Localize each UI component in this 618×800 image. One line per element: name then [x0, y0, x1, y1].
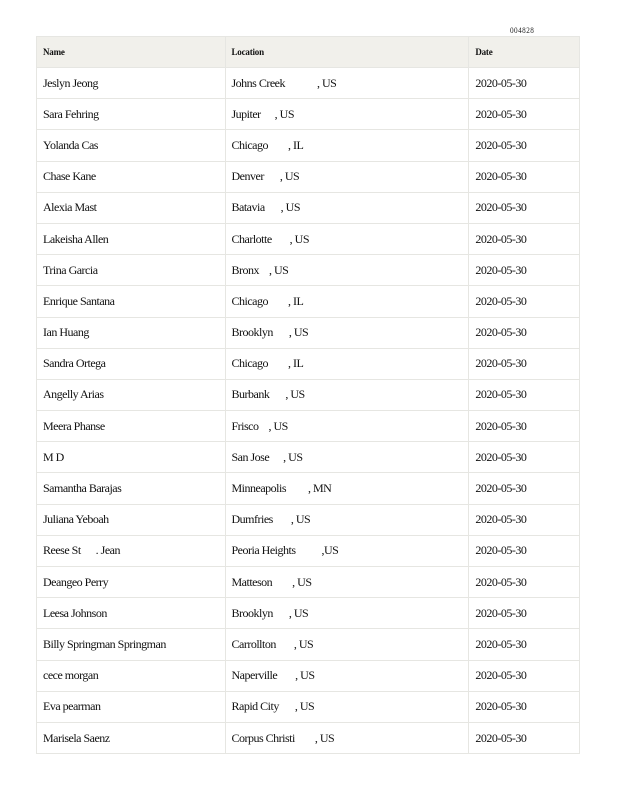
table-row	[37, 473, 580, 504]
location-city: Brooklyn	[231, 605, 273, 620]
cell-location	[225, 442, 469, 473]
cell-name: Marisela Saenz	[37, 722, 226, 753]
cell-name: Ian Huang	[37, 317, 226, 348]
cell-location	[225, 379, 469, 410]
table-row	[37, 68, 580, 99]
location-region: , US	[285, 387, 305, 402]
cell-name: Sara Fehring	[37, 99, 226, 130]
location-city: Chicago	[231, 137, 268, 152]
location-region: , US	[292, 574, 312, 589]
location-region: , MN	[308, 481, 332, 496]
cell-name: Juliana Yeboah	[37, 504, 226, 535]
page-number: 004828	[510, 26, 535, 35]
location-region: , IL	[288, 137, 304, 152]
location-city: Chicago	[231, 356, 268, 371]
table-row	[37, 411, 580, 442]
cell-date: 2020-05-30	[469, 286, 580, 317]
cell-location	[225, 535, 469, 566]
cell-name: cece morgan	[37, 660, 226, 691]
cell-location	[225, 691, 469, 722]
cell-date: 2020-05-30	[469, 161, 580, 192]
location-region: , US	[317, 75, 337, 90]
cell-name: Samantha Barajas	[37, 473, 226, 504]
location-region: , US	[288, 605, 309, 620]
location-city: Jupiter	[231, 106, 261, 121]
cell-date: 2020-05-30	[469, 504, 580, 535]
cell-date: 2020-05-30	[469, 442, 580, 473]
cell-date: 2020-05-30	[469, 192, 580, 223]
cell-location	[225, 68, 469, 99]
registrations-table	[36, 36, 580, 754]
table-row	[37, 535, 580, 566]
table-row	[37, 161, 580, 192]
location-region: , US	[294, 699, 315, 714]
cell-name: M D	[37, 442, 226, 473]
location-region: , US	[280, 200, 300, 215]
location-city: Charlotte	[231, 231, 272, 246]
table-row	[37, 286, 580, 317]
cell-date: 2020-05-30	[469, 130, 580, 161]
cell-date: 2020-05-30	[469, 629, 580, 660]
cell-name: Lakeisha Allen	[37, 223, 226, 254]
cell-name: Billy Springman Springman	[37, 629, 226, 660]
table-row	[37, 317, 580, 348]
location-region: , IL	[288, 293, 304, 308]
location-region: , US	[268, 418, 288, 433]
location-region: , US	[274, 106, 295, 121]
location-region: , US	[295, 668, 315, 683]
cell-date: 2020-05-30	[469, 379, 580, 410]
location-city: Minneapolis	[231, 481, 286, 496]
cell-location	[225, 348, 469, 379]
cell-date: 2020-05-30	[469, 567, 580, 598]
cell-location	[225, 567, 469, 598]
cell-date: 2020-05-30	[469, 660, 580, 691]
location-city: Burbank	[231, 387, 270, 402]
location-city: Corpus Christi	[231, 730, 295, 745]
cell-location	[225, 99, 469, 130]
location-region: , US	[269, 262, 289, 277]
location-region: , US	[290, 512, 311, 527]
location-city: Peoria Heights	[231, 543, 296, 558]
table-row	[37, 348, 580, 379]
cell-location	[225, 473, 469, 504]
table-row	[37, 99, 580, 130]
cell-name: Alexia Mast	[37, 192, 226, 223]
cell-date: 2020-05-30	[469, 255, 580, 286]
cell-date: 2020-05-30	[469, 99, 580, 130]
table-row	[37, 442, 580, 473]
cell-name: Reese St . Jean	[37, 535, 226, 566]
table-row	[37, 598, 580, 629]
cell-date: 2020-05-30	[469, 68, 580, 99]
cell-name: Trina Garcia	[37, 255, 226, 286]
cell-date: 2020-05-30	[469, 473, 580, 504]
table-row	[37, 223, 580, 254]
cell-location	[225, 286, 469, 317]
location-city: Bronx	[231, 262, 259, 277]
cell-location	[225, 192, 469, 223]
location-city: Frisco	[231, 418, 259, 433]
cell-location	[225, 255, 469, 286]
cell-date: 2020-05-30	[469, 598, 580, 629]
location-city: Rapid City	[231, 699, 279, 714]
cell-name: Sandra Ortega	[37, 348, 226, 379]
table-row	[37, 255, 580, 286]
location-city: Naperville	[231, 668, 278, 683]
cell-name: Yolanda Cas	[37, 130, 226, 161]
table-header-row	[37, 37, 580, 68]
location-region: , US	[283, 449, 303, 464]
table-body	[37, 68, 580, 754]
location-city: San Jose	[231, 449, 270, 464]
location-city: Johns Creek	[231, 75, 285, 90]
cell-name: Jeslyn Jeong	[37, 68, 226, 99]
cell-name: Enrique Santana	[37, 286, 226, 317]
cell-location	[225, 411, 469, 442]
table-row	[37, 130, 580, 161]
cell-name: Leesa Johnson	[37, 598, 226, 629]
cell-name: Eva pearman	[37, 691, 226, 722]
cell-location	[225, 130, 469, 161]
location-region: , US	[289, 231, 309, 246]
location-region: ,US	[321, 543, 339, 558]
cell-date: 2020-05-30	[469, 535, 580, 566]
cell-location	[225, 223, 469, 254]
cell-date: 2020-05-30	[469, 348, 580, 379]
location-region: , US	[279, 169, 300, 184]
header-date: Date	[469, 37, 580, 68]
location-city: Chicago	[231, 293, 268, 308]
cell-location	[225, 504, 469, 535]
cell-date: 2020-05-30	[469, 691, 580, 722]
table-row	[37, 567, 580, 598]
table-row	[37, 629, 580, 660]
location-city: Matteson	[231, 574, 273, 589]
cell-name: Angelly Arias	[37, 379, 226, 410]
table-row	[37, 379, 580, 410]
cell-date: 2020-05-30	[469, 317, 580, 348]
table-row	[37, 504, 580, 535]
cell-date: 2020-05-30	[469, 223, 580, 254]
header-name: Name	[37, 37, 226, 68]
location-city: Dumfries	[231, 512, 273, 527]
cell-location	[225, 317, 469, 348]
cell-name: Meera Phanse	[37, 411, 226, 442]
cell-location	[225, 722, 469, 753]
location-city: Carrollton	[231, 636, 276, 651]
location-city: Batavia	[231, 200, 265, 215]
location-city: Denver	[231, 169, 264, 184]
cell-date: 2020-05-30	[469, 722, 580, 753]
cell-location	[225, 598, 469, 629]
table-row	[37, 691, 580, 722]
location-region: , US	[293, 636, 314, 651]
location-region: , US	[288, 325, 309, 340]
table-row	[37, 660, 580, 691]
header-location: Location	[225, 37, 469, 68]
cell-date: 2020-05-30	[469, 411, 580, 442]
location-region: , IL	[288, 356, 304, 371]
cell-name: Deangeo Perry	[37, 567, 226, 598]
table-row	[37, 722, 580, 753]
location-region: , US	[314, 730, 335, 745]
cell-location	[225, 161, 469, 192]
location-city: Brooklyn	[231, 325, 273, 340]
cell-location	[225, 660, 469, 691]
cell-name: Chase Kane	[37, 161, 226, 192]
table-row	[37, 192, 580, 223]
cell-location	[225, 629, 469, 660]
